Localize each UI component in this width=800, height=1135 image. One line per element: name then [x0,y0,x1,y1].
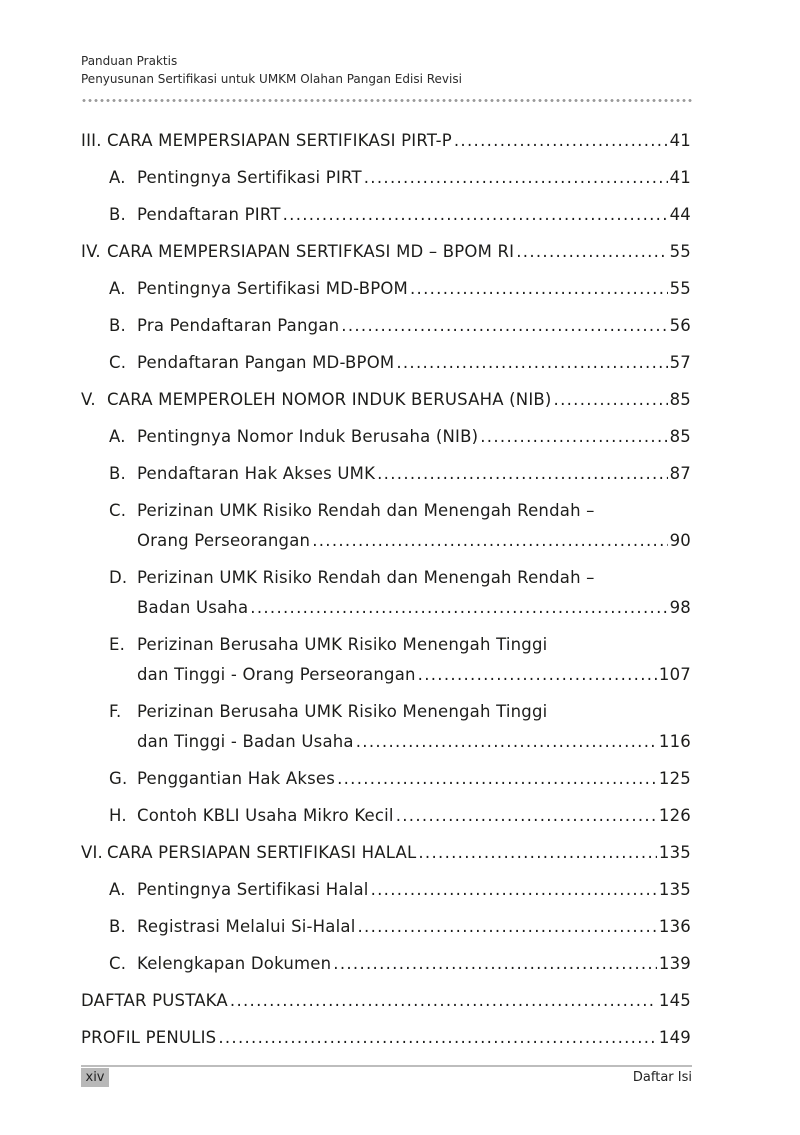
dot-leader [230,986,657,1016]
toc-entry-page: 85 [669,427,691,446]
dot-leader [371,875,657,905]
toc-entry-title: Perizinan UMK Risiko Rendah dan Menengah Rendah – [137,501,595,520]
toc-entry-number: C. [109,954,127,973]
toc-entry-title: CARA MEMPERSIAPAN SERTIFKASI MD – BPOM RI [107,242,515,261]
toc-entry-page: 87 [669,464,691,483]
toc-entry-number: VI. [81,843,103,862]
toc-entry[interactable] [81,163,691,193]
toc-entry[interactable] [81,838,691,868]
toc-entry-page: 116 [658,732,691,751]
toc-entry-page: 85 [669,390,691,409]
toc-entry-page: 55 [669,242,691,261]
dot-leader [337,764,657,794]
toc-entry-title: PROFIL PENULIS [81,1028,217,1047]
toc-entry[interactable] [81,697,691,757]
header-line-2: Penyusunan Sertifikasi untuk UMKM Olahan Pangan Edisi Revisi [81,72,462,86]
toc-entry[interactable] [81,200,691,230]
toc-entry-title: Penggantian Hak Akses [137,769,336,788]
toc-entry-page: 55 [669,279,691,298]
toc-entry-page: 145 [658,991,691,1010]
toc-entry[interactable] [81,126,691,156]
dot-leader [396,801,657,831]
toc-entry-title: Perizinan UMK Risiko Rendah dan Menengah Rendah – [137,568,595,587]
toc-entry-number: B. [109,917,126,936]
toc-entry-title: Pendaftaran Hak Akses UMK [137,464,376,483]
toc-entry-page: 135 [658,880,691,899]
toc-entry-page: 135 [658,843,691,862]
toc-entry-title: CARA MEMPEROLEH NOMOR INDUK BERUSAHA (NIB) [107,390,552,409]
toc-entry[interactable] [81,459,691,489]
toc-entry-number: H. [109,806,127,825]
toc-entry-title: Perizinan Berusaha UMK Risiko Menengah Tinggi [137,702,548,721]
toc-entry-title: Pendaftaran Pangan MD-BPOM [137,353,395,372]
toc-entry-number: F. [109,702,122,721]
toc-entry-title: Pendaftaran PIRT [137,205,281,224]
table-of-contents [81,126,691,1060]
toc-entry-title-continued: Badan Usaha [137,598,249,617]
toc-entry-page: 57 [669,353,691,372]
toc-entry[interactable] [81,764,691,794]
toc-entry-title: Perizinan Berusaha UMK Risiko Menengah Tinggi [137,635,548,654]
toc-entry-number: B. [109,205,126,224]
toc-entry-page: 90 [669,531,691,550]
toc-entry-page: 41 [669,168,691,187]
dot-leader [418,838,657,868]
toc-entry-number: C. [109,353,127,372]
toc-entry-number: V. [81,390,96,409]
toc-entry-number: B. [109,464,126,483]
toc-entry-number: G. [109,769,128,788]
toc-entry-title: CARA MEMPERSIAPAN SERTIFIKASI PIRT-P [107,131,452,150]
toc-entry-page: 126 [658,806,691,825]
page-number: xiv [81,1068,109,1087]
toc-entry-page: 41 [669,131,691,150]
toc-entry-title: Contoh KBLI Usaha Mikro Kecil [137,806,394,825]
dot-leader [356,727,657,757]
toc-entry[interactable] [81,311,691,341]
toc-entry-number: A. [109,168,126,187]
footer-divider [81,1065,692,1067]
toc-entry-title: Pra Pendaftaran Pangan [137,316,340,335]
toc-entry-page: 136 [658,917,691,936]
toc-entry[interactable] [81,875,691,905]
header-line-1: Panduan Praktis [81,54,178,68]
dot-leader [377,459,667,489]
toc-entry-page: 56 [669,316,691,335]
toc-entry-page: 149 [658,1028,691,1047]
toc-entry[interactable] [81,986,691,1016]
toc-entry-number: IV. [81,242,101,261]
dot-leader [283,200,668,230]
toc-entry-number: A. [109,279,126,298]
dot-leader [341,311,667,341]
dot-leader [418,660,657,690]
toc-entry-number: D. [109,568,128,587]
toc-entry-title-continued: dan Tinggi - Orang Perseorangan [137,665,416,684]
toc-entry-title: DAFTAR PUSTAKA [81,991,228,1010]
toc-entry[interactable] [81,385,691,415]
dot-leader [396,348,667,378]
dot-leader [364,163,668,193]
toc-entry[interactable] [81,237,691,267]
toc-entry[interactable] [81,563,691,623]
dot-leader [480,422,667,452]
dot-leader [357,912,656,942]
toc-entry[interactable] [81,348,691,378]
toc-entry[interactable] [81,496,691,556]
toc-entry[interactable] [81,630,691,690]
running-header [81,52,462,88]
dotted-divider [81,98,692,103]
toc-entry-number: A. [109,427,126,446]
dot-leader [333,949,657,979]
toc-entry-page: 44 [669,205,691,224]
toc-entry-number: III. [81,131,102,150]
toc-entry-title: Pentingnya Sertifikasi Halal [137,880,369,899]
footer-section-title: Daftar Isi [632,1070,692,1085]
toc-entry-title: Kelengkapan Dokumen [137,954,332,973]
dot-leader [312,526,667,556]
dot-leader [250,593,667,623]
dot-leader [218,1023,657,1053]
toc-entry[interactable] [81,422,691,452]
toc-entry-title: Pentingnya Sertifikasi PIRT [137,168,362,187]
toc-entry[interactable] [81,949,691,979]
dot-leader [410,274,668,304]
toc-entry-page: 98 [669,598,691,617]
toc-entry-page: 107 [658,665,691,684]
toc-entry-page: 139 [658,954,691,973]
toc-entry[interactable] [81,1023,691,1053]
toc-entry[interactable] [81,801,691,831]
toc-entry-page: 125 [658,769,691,788]
toc-entry-title-continued: dan Tinggi - Badan Usaha [137,732,354,751]
toc-entry-number: A. [109,880,126,899]
toc-entry-number: B. [109,316,126,335]
toc-entry-title: Registrasi Melalui Si-Halal [137,917,356,936]
dot-leader [454,126,668,156]
toc-entry-title: Pentingnya Sertifikasi MD-BPOM [137,279,408,298]
dot-leader [554,385,668,415]
dot-leader [516,237,667,267]
toc-entry[interactable] [81,912,691,942]
toc-entry-number: C. [109,501,127,520]
toc-entry-title-continued: Orang Perseorangan [137,531,311,550]
toc-entry-title: Pentingnya Nomor Induk Berusaha (NIB) [137,427,479,446]
toc-entry-title: CARA PERSIAPAN SERTIFIKASI HALAL [107,843,417,862]
toc-entry[interactable] [81,274,691,304]
toc-entry-number: E. [109,635,126,654]
